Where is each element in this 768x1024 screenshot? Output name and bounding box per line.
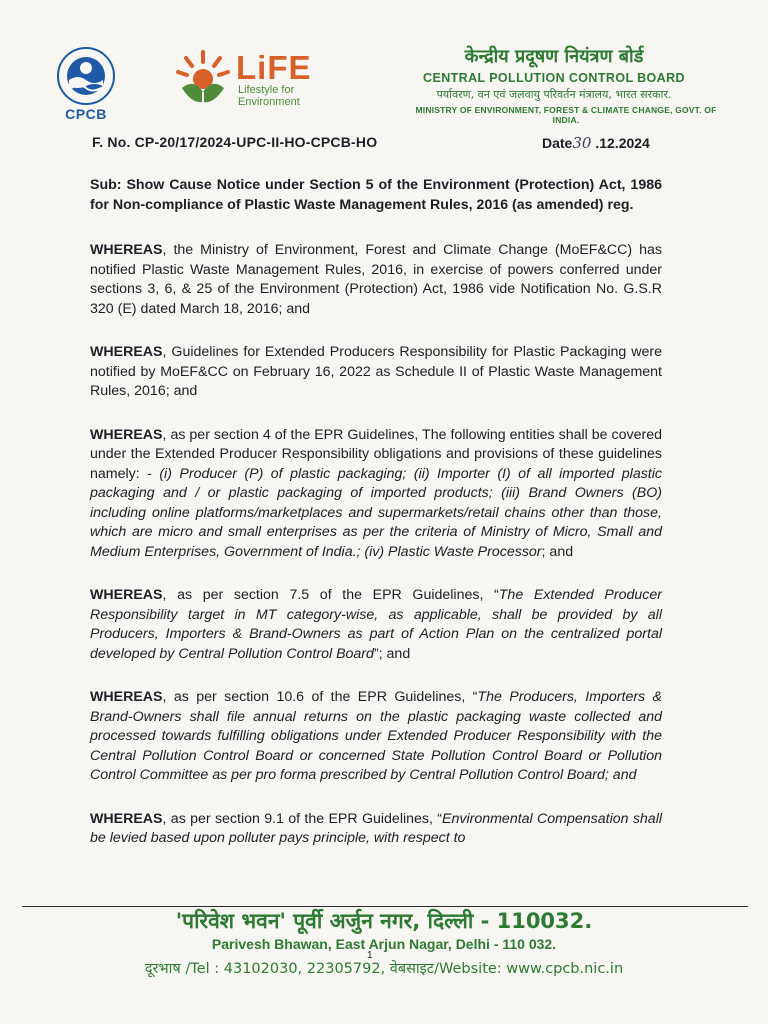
paragraph-text: , as per section 4 of the EPR Guidelines, The following entities shall be covered under the Extended Producer Responsibility obligations and provisions of these guidelines namely: -: [90, 426, 662, 482]
whereas-paragraph-2: [90, 343, 662, 402]
paragraph-tail: ”; and: [373, 645, 411, 662]
letterhead: [0, 0, 768, 125]
whereas-paragraph-1: [90, 241, 662, 319]
whereas-paragraph-4: [90, 586, 662, 664]
paragraph-quote: (i) Producer (P) of plastic packaging; (ii) Importer (I) of all imported plastic packaging and / or plastic packaging of imported products; (iii) Brand Owners (BO) including online platforms/marketplaces and supermarkets/retail chains other than those, which are micro and small enterprises as per the criteria of Ministry of Micro, Small and Medium Enterprises, Government of India.; (iv) Plastic Waste Processor: [90, 465, 662, 560]
paragraph-text: , Guidelines for Extended Producers Responsibility for Plastic Packaging were notified by MoEF&CC on February 16, 2022 as Schedule II of Plastic Waste Management Rules, 2016; and: [90, 344, 662, 399]
board-name-hindi: केन्द्रीय प्रदूषण नियंत्रण बोर्ड: [464, 46, 644, 67]
paragraph-text: , as per section 7.5 of the EPR Guidelines, “: [162, 587, 499, 603]
subject-line: Sub: Show Cause Notice under Section 5 of the Environment (Protection) Act, 1986 for Non-compliance of Plastic Waste Management Rules, 2016 (as amended) reg.: [90, 177, 662, 213]
date-day-handwritten: 30: [572, 134, 592, 152]
cpcb-emblem-icon: [56, 46, 116, 106]
date-label: Date: [542, 135, 573, 151]
paragraph-quote: Environmental Compensation shall be levied based upon polluter pays principle, with respect to: [90, 810, 663, 846]
paragraph-tail: ; and: [541, 543, 574, 560]
paragraph-quote: The Producers, Importers & Brand-Owners shall file annual returns on the plastic packaging waste collected and processed towards fulfilling obligations under Extended Producer Responsibility with the Central Pollution Control Board or concerned State Pollution Control Board or Pollution Control Committee as per pro forma prescribed by Central Pollution Control Board; and: [90, 689, 663, 783]
whereas-paragraph-5: [90, 688, 662, 786]
cpcb-logo-text: CPCB: [65, 106, 107, 122]
life-wordmark: LiFE: [236, 49, 312, 86]
whereas-paragraph-6: [90, 810, 662, 849]
paragraph-text: , the Ministry of Environment, Forest and Climate Change (MoEF&CC) has notified Plastic Waste Management Rules, 2016, in exercise of powers conferred under sections 3, 6, & 25 of the Environment (Protection) Act, 1986 vide Notification No. G.S.R 320 (E) dated March 18, 2016; and: [90, 242, 662, 317]
page-number: 1: [367, 950, 373, 961]
footer-contact: दूरभाष /Tel : 43102030, 22305792, वेबसाइट/Website: www.cpcb.nic.in: [144, 961, 624, 977]
whereas-paragraph-3: [90, 426, 662, 563]
cpcb-logo: [52, 46, 120, 122]
footer-address-english: Parivesh Bhawan, East Arjun Nagar, Delhi - 110 032.: [211, 936, 557, 952]
paragraph-lead: WHEREAS: [90, 242, 163, 258]
board-title-block: [384, 46, 724, 125]
life-tagline: [238, 84, 300, 108]
paragraph-lead: WHEREAS: [90, 689, 163, 705]
paragraph-lead: WHEREAS: [90, 344, 163, 360]
date-month-year: .12.2024: [591, 135, 650, 151]
paragraph-lead: WHEREAS: [90, 426, 163, 443]
letter-date: [542, 134, 650, 152]
life-sun-leaf-icon: [174, 48, 232, 106]
footer-address-hindi: 'परिवेश भवन' पूर्वी अर्जुन नगर, दिल्ली - 110032.: [175, 909, 593, 933]
paragraph-lead: WHEREAS: [90, 810, 163, 827]
footer: [100, 906, 668, 978]
file-number: F. No. CP-20/17/2024-UPC-II-HO-CPCB-HO: [92, 134, 378, 150]
paragraph-text: , as per section 10.6 of the EPR Guidelines, “: [162, 689, 478, 705]
life-tagline-line-2: Environment: [238, 96, 300, 108]
paragraph-text: , as per section 9.1 of the EPR Guidelines, “: [162, 810, 442, 827]
board-name-english: CENTRAL POLLUTION CONTROL BOARD: [423, 71, 685, 85]
paragraph-lead: WHEREAS: [90, 587, 163, 603]
life-logo: [174, 48, 324, 110]
life-tagline-line-1: Lifestyle for: [238, 84, 295, 96]
letter-body: [90, 176, 662, 873]
paragraph-quote: The Extended Producer Responsibility target in MT category-wise, as applicable, shall be provided by all Producers, Importers & Brand-Owners as part of Action Plan on the centralized portal developed by Central Pollution Control Board: [90, 587, 662, 662]
ministry-name-english: MINISTRY OF ENVIRONMENT, FOREST & CLIMATE CHANGE, GOVT. OF INDIA.: [415, 105, 717, 125]
ministry-name-hindi: पर्यावरण, वन एवं जलवायु परिवर्तन मंत्रालय, भारत सरकार.: [436, 88, 672, 101]
